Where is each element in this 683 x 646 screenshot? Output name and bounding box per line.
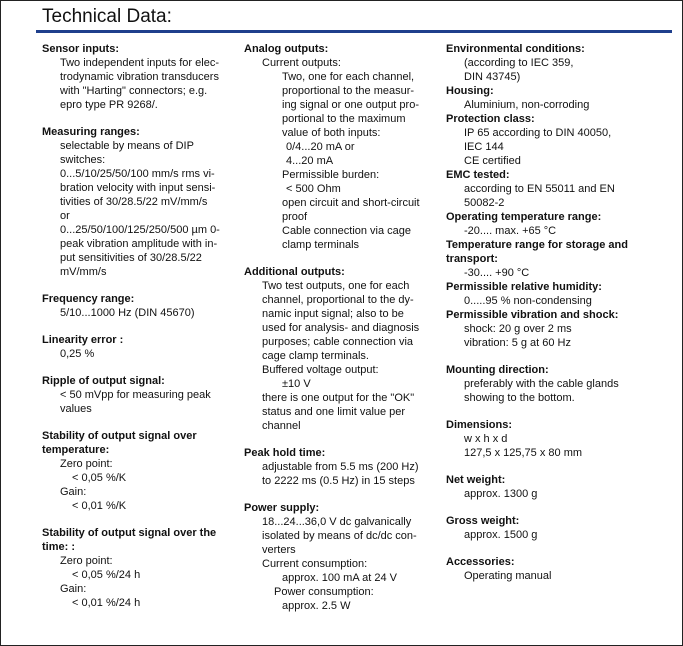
spec-heading: Dimensions: xyxy=(446,419,513,431)
spec-line: put sensitivities of 30/28.5/22 xyxy=(60,252,202,264)
spec-line: 0...5/10/25/50/100 mm/s rms vi- xyxy=(60,168,215,180)
spec-line: Zero point: xyxy=(60,555,113,567)
spec-heading: Gross weight: xyxy=(446,515,520,527)
spec-line: value of both inputs: xyxy=(282,127,381,139)
spec-line: Two test outputs, one for each xyxy=(262,280,410,292)
spec-line: 4...20 mA xyxy=(286,155,334,167)
spec-line: Zero point: xyxy=(60,458,113,470)
spec-section xyxy=(42,429,238,513)
spec-line: Permissible burden: xyxy=(282,169,380,181)
spec-line: 0,25 % xyxy=(60,348,95,360)
spec-line: trodynamic vibration transducers xyxy=(60,71,219,83)
spec-section xyxy=(446,555,656,583)
spec-line: purposes; cable connection via xyxy=(262,336,414,348)
spec-section xyxy=(446,84,656,112)
spec-heading: Protection class: xyxy=(446,113,535,125)
spec-line: vibration: 5 g at 60 Hz xyxy=(464,337,572,349)
spec-line: preferably with the cable glands xyxy=(464,378,619,390)
spec-line: epro type PR 9268/. xyxy=(60,99,158,111)
spec-line: Aluminium, non-corroding xyxy=(464,99,590,111)
spec-section xyxy=(244,42,440,252)
spec-heading: Measuring ranges: xyxy=(42,126,140,138)
spec-line: CE certified xyxy=(464,155,521,167)
spec-line: Operating manual xyxy=(464,570,552,582)
column-middle xyxy=(244,42,440,613)
spec-line: DIN 43745) xyxy=(464,71,521,83)
spec-line: 5/10...1000 Hz (DIN 45670) xyxy=(60,307,195,319)
spec-line: ing signal or one output pro- xyxy=(282,99,419,111)
spec-line: Gain: xyxy=(60,486,87,498)
spec-line: < 0,01 %/24 h xyxy=(72,597,141,609)
spec-line: peak vibration amplitude with in- xyxy=(60,238,218,250)
spec-line: Cable connection via cage xyxy=(282,225,412,237)
spec-line: according to EN 55011 and EN xyxy=(464,183,615,195)
spec-heading: Stability of output signal over the time: : xyxy=(42,527,217,553)
spec-line: 0/4...20 mA or xyxy=(286,141,355,153)
spec-heading: Environmental conditions: xyxy=(446,43,585,55)
spec-line: open circuit and short-circuit xyxy=(282,197,420,209)
spec-section xyxy=(446,238,656,280)
spec-line: cage clamp terminals. xyxy=(262,350,369,362)
spec-line: there is one output for the "OK" xyxy=(262,392,415,404)
spec-section xyxy=(446,168,656,210)
spec-line: < 0,05 %/K xyxy=(72,472,127,484)
spec-line: IP 65 according to DIN 40050, xyxy=(464,127,612,139)
spec-line: w x h x d xyxy=(464,433,508,445)
spec-section xyxy=(42,42,238,112)
spec-line: Two independent inputs for elec- xyxy=(60,57,219,69)
spec-line: < 0,05 %/24 h xyxy=(72,569,141,581)
spec-line: selectable by means of DIP xyxy=(60,140,194,152)
spec-line: channel xyxy=(262,420,301,432)
spec-heading: Temperature range for storage and transport: xyxy=(446,239,628,265)
spec-section xyxy=(244,501,440,613)
spec-line: < 500 Ohm xyxy=(286,183,341,195)
spec-heading: Permissible relative humidity: xyxy=(446,281,602,293)
spec-heading: Additional outputs: xyxy=(244,266,345,278)
spec-heading: Stability of output signal over temperature: xyxy=(42,430,197,456)
spec-line: shock: 20 g over 2 ms xyxy=(464,323,572,335)
spec-section xyxy=(446,418,656,460)
spec-line: with "Harting" connectors; e.g. xyxy=(60,85,208,97)
spec-line: verters xyxy=(262,544,296,556)
spec-heading: Housing: xyxy=(446,85,494,97)
spec-line: portional to the maximum xyxy=(282,113,406,125)
spec-section xyxy=(446,363,656,405)
spec-line: ±10 V xyxy=(282,378,311,390)
spec-line: status and one limit value per xyxy=(262,406,406,418)
spec-line: adjustable from 5.5 ms (200 Hz) xyxy=(262,461,419,473)
spec-line: 18...24...36,0 V dc galvanically xyxy=(262,516,412,528)
spec-line: or xyxy=(60,210,70,222)
spec-line: proportional to the measur- xyxy=(282,85,415,97)
spec-heading: Analog outputs: xyxy=(244,43,329,55)
spec-line: -20.... max. +65 °C xyxy=(464,225,557,237)
column-right xyxy=(446,42,656,583)
spec-line: proof xyxy=(282,211,308,223)
spec-line: showing to the bottom. xyxy=(464,392,575,404)
spec-heading: Ripple of output signal: xyxy=(42,375,165,387)
spec-section xyxy=(446,473,656,501)
spec-line: mV/mm/s xyxy=(60,266,107,278)
spec-heading: Frequency range: xyxy=(42,293,135,305)
spec-section xyxy=(446,308,656,350)
spec-section xyxy=(446,514,656,542)
spec-line: tivities of 30/28.5/22 mV/mm/s xyxy=(60,196,208,208)
spec-section xyxy=(244,265,440,433)
spec-section xyxy=(42,292,238,320)
spec-heading: Linearity error : xyxy=(42,334,124,346)
spec-line: (according to IEC 359, xyxy=(464,57,574,69)
spec-section xyxy=(446,210,656,238)
spec-heading: EMC tested: xyxy=(446,169,510,181)
spec-line: values xyxy=(60,403,92,415)
spec-heading: Permissible vibration and shock: xyxy=(446,309,619,321)
spec-section xyxy=(446,42,656,84)
spec-section xyxy=(42,526,238,610)
spec-heading: Operating temperature range: xyxy=(446,211,602,223)
spec-heading: Power supply: xyxy=(244,502,320,514)
spec-heading: Accessories: xyxy=(446,556,515,568)
spec-section xyxy=(244,446,440,488)
spec-line: approx. 1300 g xyxy=(464,488,538,500)
spec-line: < 50 mVpp for measuring peak xyxy=(60,389,211,401)
page-title: Technical Data: xyxy=(42,6,172,27)
spec-line: 0.....95 % non-condensing xyxy=(464,295,592,307)
spec-section xyxy=(446,112,656,168)
spec-line: clamp terminals xyxy=(282,239,360,251)
spec-line: 127,5 x 125,75 x 80 mm xyxy=(464,447,583,459)
spec-line: Current outputs: xyxy=(262,57,341,69)
spec-section xyxy=(42,333,238,361)
spec-line: 0...25/50/100/125/250/500 µm 0- xyxy=(60,224,220,236)
spec-line: switches: xyxy=(60,154,106,166)
spec-line: channel, proportional to the dy- xyxy=(262,294,414,306)
spec-line: Gain: xyxy=(60,583,87,595)
spec-heading: Net weight: xyxy=(446,474,506,486)
column-left xyxy=(42,42,238,610)
spec-section xyxy=(42,374,238,416)
spec-line: approx. 100 mA at 24 V xyxy=(282,572,397,584)
spec-line: < 0,01 %/K xyxy=(72,500,127,512)
spec-line: Buffered voltage output: xyxy=(262,364,379,376)
spec-line: -30.... +90 °C xyxy=(464,267,530,279)
spec-section xyxy=(42,125,238,279)
spec-line: Two, one for each channel, xyxy=(282,71,415,83)
spec-heading: Sensor inputs: xyxy=(42,43,120,55)
spec-heading: Peak hold time: xyxy=(244,447,326,459)
spec-line: 50082-2 xyxy=(464,197,505,209)
spec-line: bration velocity with input sensi- xyxy=(60,182,216,194)
spec-heading: Mounting direction: xyxy=(446,364,549,376)
spec-line: isolated by means of dc/dc con- xyxy=(262,530,417,542)
spec-line: to 2222 ms (0.5 Hz) in 15 steps xyxy=(262,475,415,487)
spec-line: namic input signal; also to be xyxy=(262,308,404,320)
title-underline xyxy=(36,30,672,33)
spec-line: approx. 2.5 W xyxy=(282,600,351,612)
spec-line: Current consumption: xyxy=(262,558,368,570)
spec-line: Power consumption: xyxy=(274,586,374,598)
spec-section xyxy=(446,280,656,308)
spec-line: used for analysis- and diagnosis xyxy=(262,322,420,334)
spec-line: IEC 144 xyxy=(464,141,504,153)
spec-line: approx. 1500 g xyxy=(464,529,538,541)
